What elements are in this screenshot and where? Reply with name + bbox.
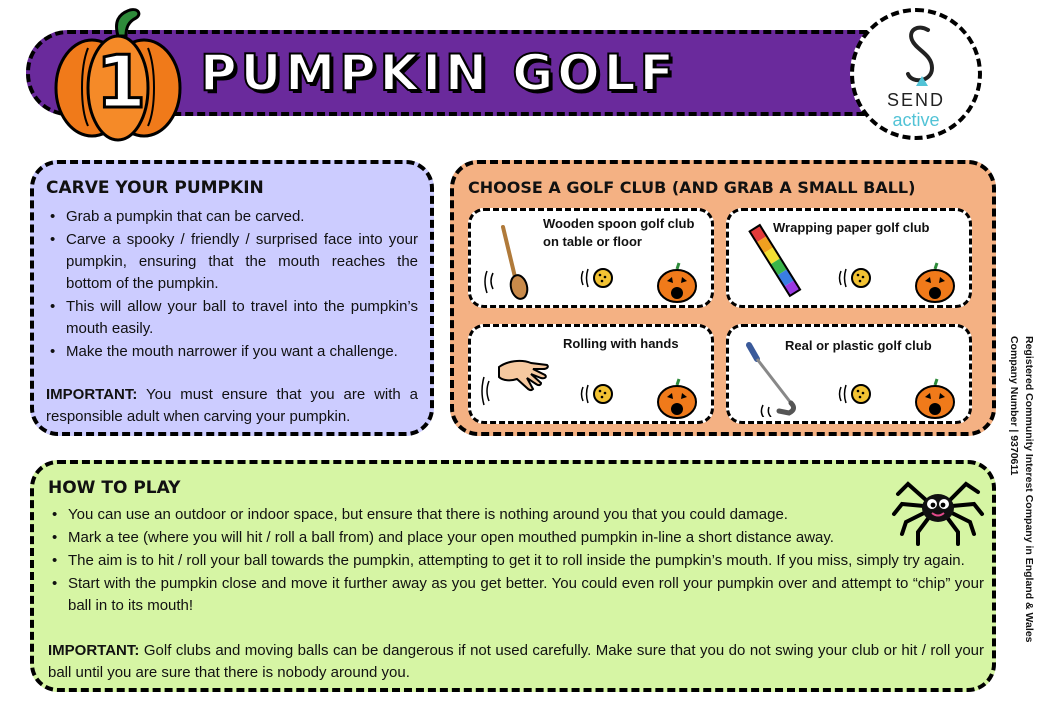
golf-ball-icon: [579, 381, 613, 407]
golf-ball-icon: [579, 265, 613, 291]
choose-heading: CHOOSE A GOLF CLUB (AND GRAB A SMALL BALL): [468, 178, 916, 197]
hand-icon: [481, 337, 551, 417]
club-card-wrapping-paper: [726, 208, 972, 308]
list-item: • The aim is to hit / roll your ball towards the pumpkin, attempting to get it to roll inside the pumpkin’s mouth. If you miss, simply try again.: [48, 550, 984, 572]
list-item: • Grab a pumpkin that can be carved.: [46, 206, 418, 228]
send-logo-mark-icon: [902, 24, 938, 88]
club-card-label: Rolling with hands: [563, 336, 679, 351]
logo-subword: active: [892, 110, 940, 130]
choose-club-panel: [450, 160, 996, 436]
activity-number: 1: [96, 40, 147, 124]
jack-o-lantern-icon: [655, 377, 699, 421]
jack-o-lantern-icon: [913, 261, 957, 305]
send-active-logo: [850, 8, 982, 140]
logo-word: SEND: [886, 90, 945, 110]
list-item: • Mark a tee (where you will hit / roll a ball from) and place your open mouthed pumpkin in-line a short distance away.: [48, 527, 984, 549]
carve-bullets: [46, 206, 418, 364]
club-card-wooden-spoon: [468, 208, 714, 308]
jack-o-lantern-icon: [655, 261, 699, 305]
important-label: IMPORTANT:: [46, 386, 138, 403]
important-text: Golf clubs and moving balls can be dangerous if not used carefully. Make sure that you do not swing your club or hit / roll your ball until you are sure that there is nobody around you.: [48, 642, 984, 681]
club-card-rolling-hands: [468, 324, 714, 424]
important-text: You must ensure that you are with a responsible adult when carving your pumpkin.: [46, 386, 418, 425]
list-item: • Make the mouth narrower if you want a challenge.: [46, 341, 418, 363]
page-title: PUMPKIN GOLF: [200, 44, 678, 102]
carve-heading: CARVE YOUR PUMPKIN: [46, 178, 264, 198]
carve-panel: [30, 160, 434, 436]
wooden-spoon-icon: [481, 221, 551, 301]
how-to-play-bullets: [48, 504, 984, 618]
how-to-play-heading: HOW TO PLAY: [48, 478, 181, 498]
spider-icon: [890, 466, 986, 546]
list-item: • You can use an outdoor or indoor space, but ensure that there is nothing around you that you could damage.: [48, 504, 984, 526]
carve-important: [46, 384, 418, 428]
company-registration: [1000, 336, 1036, 712]
list-item: • This will allow your ball to travel into the pumpkin’s mouth easily.: [46, 296, 418, 340]
important-label: IMPORTANT:: [48, 642, 140, 659]
club-card-label: Wooden spoon golf club on table or floor: [543, 216, 695, 249]
club-card-label: Wrapping paper golf club: [773, 220, 930, 235]
jack-o-lantern-icon: [913, 377, 957, 421]
how-to-play-panel: [30, 460, 996, 692]
how-to-play-important: [48, 640, 984, 684]
company-number-line: Company Number | 9370611: [1008, 336, 1020, 476]
club-card-label: Real or plastic golf club: [785, 338, 932, 353]
list-item: • Start with the pumpkin close and move it further away as you get better. You could even roll your pumpkin over and attempt to “chip” your ball in to its mouth!: [48, 573, 984, 617]
golf-ball-icon: [837, 265, 871, 291]
list-item: • Carve a spooky / friendly / surprised face into your pumpkin, ensuring that the mouth reaches the bottom of the pumpkin.: [46, 229, 418, 295]
club-card-golf-club: [726, 324, 972, 424]
registration-line: Registered Community Interest Company in England & Wales: [1023, 336, 1035, 643]
golf-ball-icon: [837, 381, 871, 407]
